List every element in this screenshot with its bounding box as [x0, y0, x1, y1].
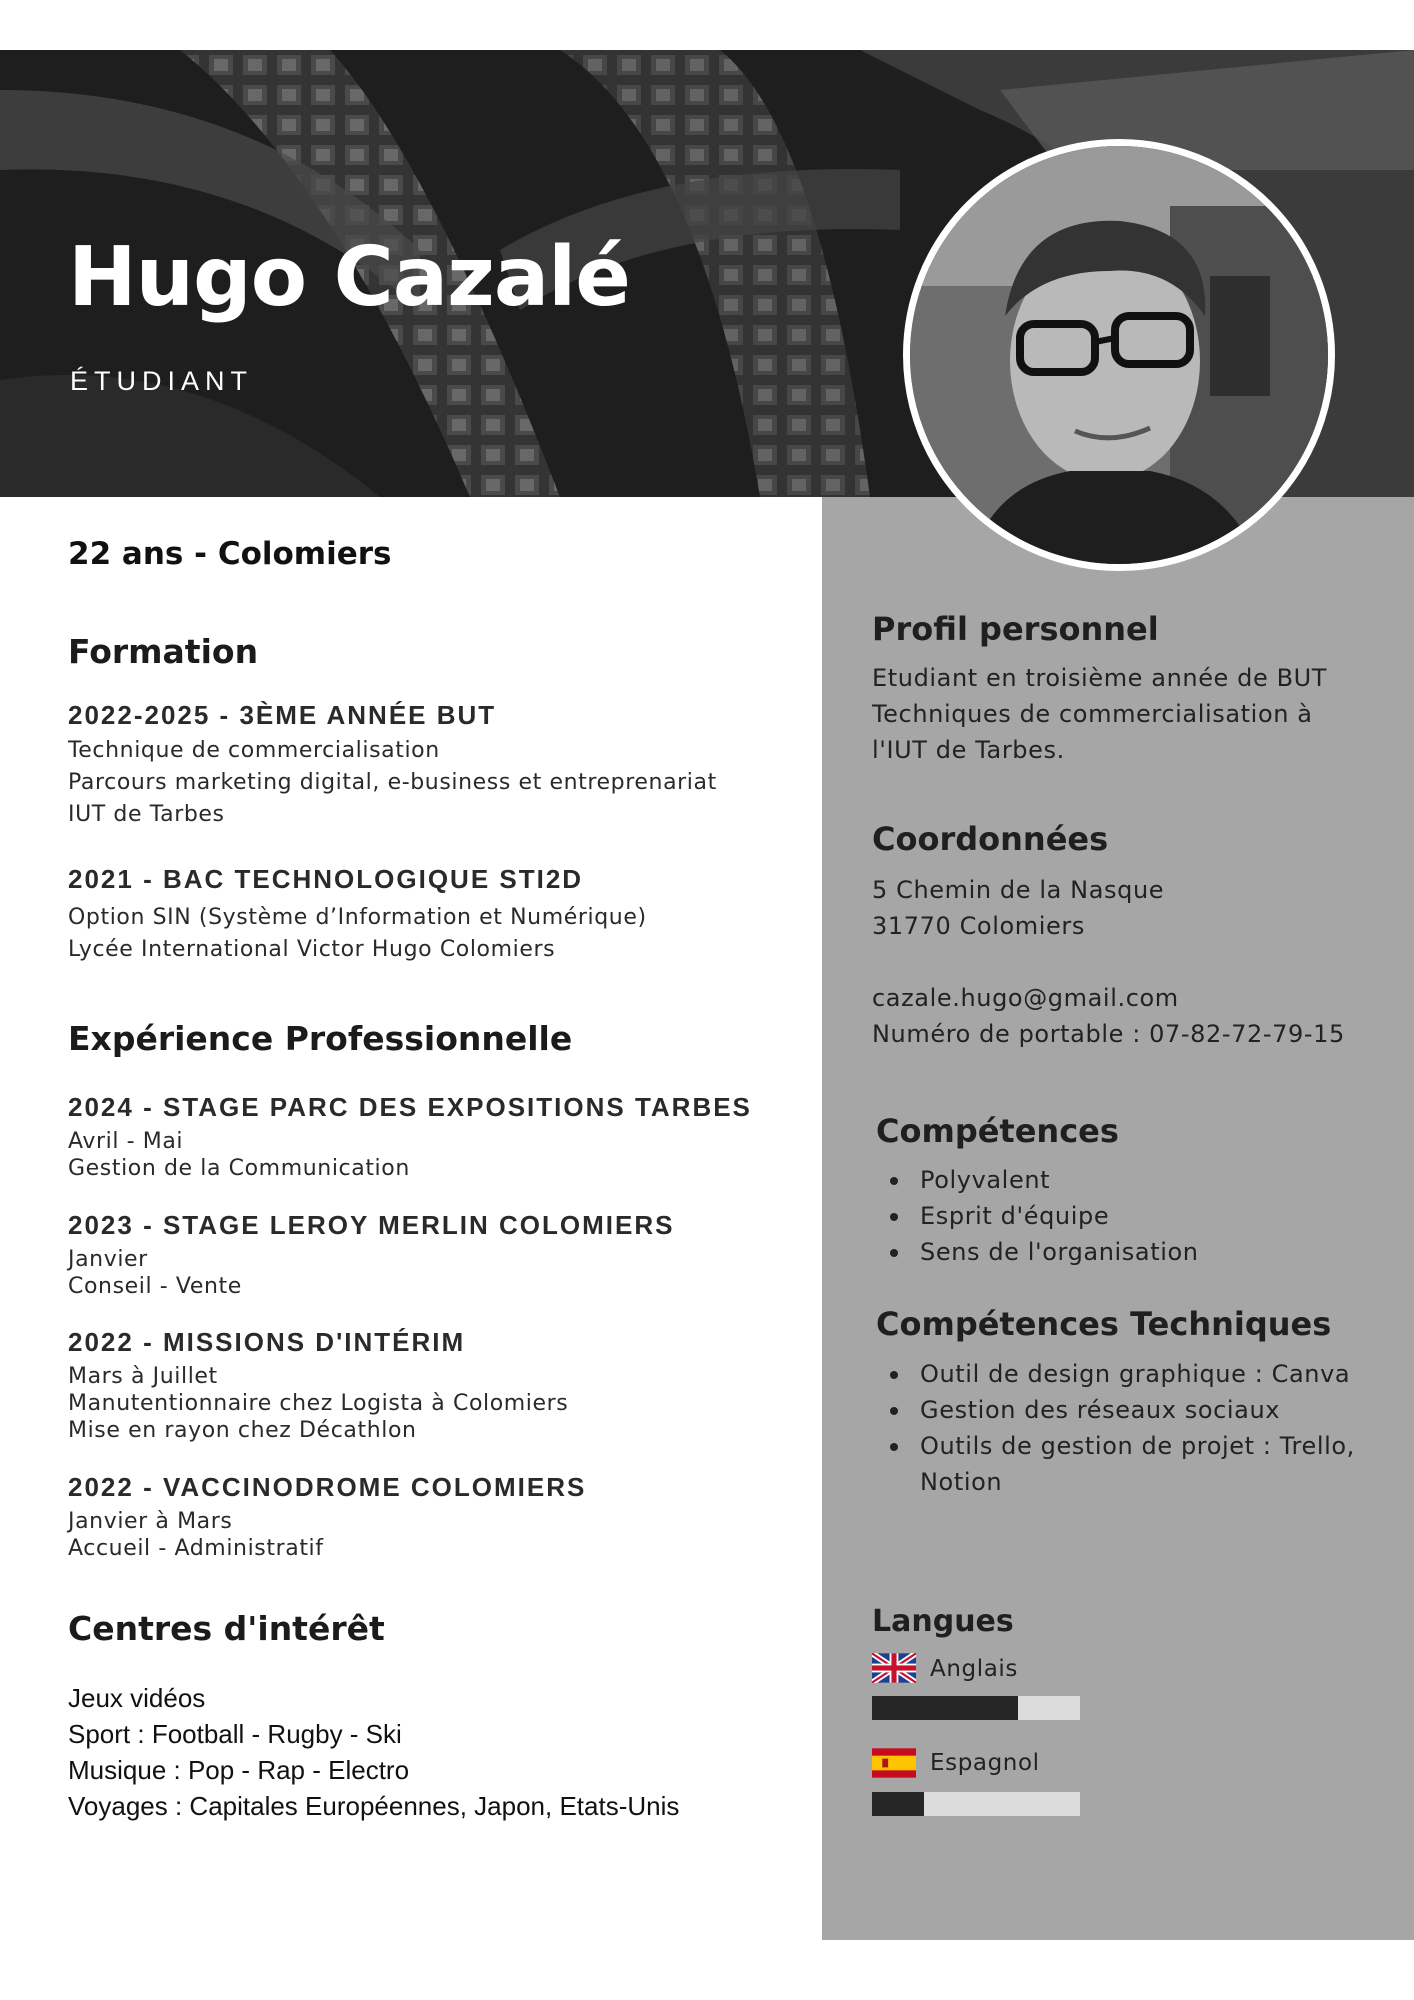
experience-entry-line: Avril - Mai: [68, 1129, 184, 1154]
language-level-fill: [872, 1696, 1018, 1720]
experience-entry-line: Janvier: [68, 1247, 148, 1272]
language-name: Anglais: [930, 1656, 1018, 1682]
skills-list: [870, 1162, 1199, 1270]
language-level-fill: [872, 1792, 924, 1816]
experience-entry-line: Mise en rayon chez Décathlon: [68, 1418, 417, 1443]
phone-text: Numéro de portable : 07-82-72-79-15: [872, 1020, 1345, 1048]
formation-heading: Formation: [68, 632, 259, 671]
age-city: 22 ans - Colomiers: [68, 536, 392, 572]
experience-entry-title: 2022 - VACCINODROME COLOMIERS: [68, 1472, 587, 1502]
experience-entry-line: Manutentionnaire chez Logista à Colomiers: [68, 1391, 569, 1416]
profile-line: Etudiant en troisième année de BUT: [872, 664, 1328, 692]
formation-entry-title: 2022-2025 - 3ÈME ANNÉE BUT: [68, 700, 497, 730]
experience-entry-title: 2024 - STAGE PARC DES EXPOSITIONS TARBES: [68, 1092, 752, 1122]
experience-entry-title: 2022 - MISSIONS D'INTÉRIM: [68, 1327, 466, 1357]
skills-heading: Compétences: [876, 1112, 1119, 1150]
experience-entry-line: Conseil - Vente: [68, 1274, 242, 1299]
tech-skills-heading: Compétences Techniques: [876, 1305, 1332, 1343]
tech-skill-item: Gestion des réseaux sociaux: [920, 1392, 1355, 1428]
job-title: ÉTUDIANT: [70, 366, 253, 396]
profile-line: Techniques de commercialisation à: [872, 700, 1313, 728]
tech-skill-item-continuation: Notion: [920, 1468, 1003, 1496]
language-level-bar: [872, 1792, 1080, 1816]
uk-flag-icon: [872, 1653, 916, 1683]
address-line: 5 Chemin de la Nasque: [872, 876, 1165, 904]
experience-entry-line: Accueil - Administratif: [68, 1536, 324, 1561]
skill-item: Sens de l'organisation: [920, 1234, 1199, 1270]
tech-skill-item: Outils de gestion de projet : Trello,: [920, 1428, 1355, 1464]
formation-entry-line: Technique de commercialisation: [68, 738, 440, 763]
contact-heading: Coordonnées: [872, 820, 1109, 858]
formation-entry-line: Lycée International Victor Hugo Colomiers: [68, 937, 556, 962]
skill-item: Esprit d'équipe: [920, 1198, 1199, 1234]
interests-heading: Centres d'intérêt: [68, 1609, 385, 1648]
formation-entry-line: Parcours marketing digital, e-business et entreprenariat: [68, 770, 717, 795]
language-level-bar: [872, 1696, 1080, 1720]
tech-skills-list: [870, 1356, 1355, 1500]
tech-skill-item: Outil de design graphique : Canva: [920, 1356, 1355, 1392]
formation-entry-line: Option SIN (Système d’Information et Numérique): [68, 905, 647, 930]
languages-heading: Langues: [872, 1604, 1014, 1639]
experience-entry-title: 2023 - STAGE LEROY MERLIN COLOMIERS: [68, 1210, 675, 1240]
profile-heading: Profil personnel: [872, 610, 1159, 648]
formation-entry-title: 2021 - BAC TECHNOLOGIQUE STI2D: [68, 864, 584, 894]
experience-entry-line: Janvier à Mars: [68, 1509, 233, 1534]
email-text: cazale.hugo@gmail.com: [872, 984, 1179, 1012]
interest-item: Sport : Football - Rugby - Ski: [68, 1719, 402, 1749]
language-name: Espagnol: [930, 1750, 1040, 1776]
portrait-image: [910, 146, 1328, 564]
formation-entry-line: IUT de Tarbes: [68, 802, 225, 827]
address-line: 31770 Colomiers: [872, 912, 1085, 940]
experience-entry-line: Mars à Juillet: [68, 1364, 218, 1389]
interest-item: Jeux vidéos: [68, 1683, 206, 1713]
experience-entry-line: Gestion de la Communication: [68, 1156, 410, 1181]
interest-item: Voyages : Capitales Européennes, Japon, Etats-Unis: [68, 1791, 680, 1821]
experience-heading: Expérience Professionnelle: [68, 1019, 573, 1058]
profile-line: l'IUT de Tarbes.: [872, 736, 1065, 764]
candidate-name: Hugo Cazalé: [68, 230, 630, 325]
skill-item: Polyvalent: [920, 1162, 1199, 1198]
interest-item: Musique : Pop - Rap - Electro: [68, 1755, 410, 1785]
spain-flag-icon: [872, 1748, 916, 1778]
profile-photo: [903, 139, 1335, 571]
